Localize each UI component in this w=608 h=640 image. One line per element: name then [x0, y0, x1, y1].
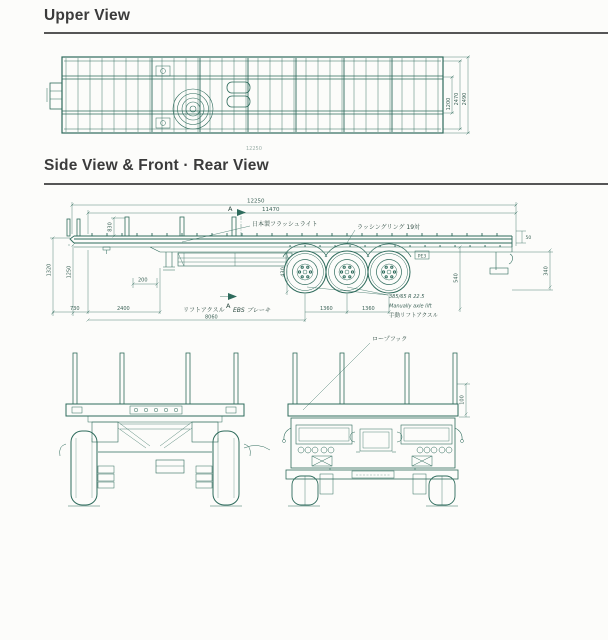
- heavy-cross-members: [152, 58, 392, 132]
- dim-label-2400: 2400: [117, 306, 130, 312]
- dim-label-430: 430: [280, 267, 287, 277]
- marking-plate-text: PE3: [417, 254, 427, 260]
- section-arrow-top: [237, 209, 246, 216]
- section-a-bottom-label: A: [226, 302, 231, 310]
- upper-view-title: Upper View: [44, 7, 131, 24]
- dim-label-1360-a: 1360: [320, 306, 333, 312]
- kingpin-bracket: [47, 83, 62, 109]
- dim-label-2490: 2490: [462, 92, 468, 106]
- dim-label-540: 540: [453, 273, 460, 283]
- side-wheels: [280, 244, 411, 293]
- dim-label-8060: 8060: [205, 314, 218, 321]
- front-deck-beam: [66, 404, 244, 416]
- label-manual-lift-en: Manually axle lift: [389, 303, 432, 310]
- rear-braces: [312, 456, 432, 466]
- deck-edge-lines: [64, 61, 441, 129]
- side-guard: [178, 253, 292, 266]
- label-ebs-brake: EBS ブレーキ: [233, 307, 271, 314]
- chassis-outline: [62, 57, 443, 133]
- rear-deck-beam: [288, 404, 458, 416]
- axle-cutouts: [227, 82, 250, 107]
- label-manual-lift-ja: 手動リフトアクスル: [389, 313, 439, 319]
- rear-side-arms: [284, 428, 462, 440]
- flash-light-leader: [182, 226, 250, 242]
- dim-label-200: 200: [138, 277, 148, 284]
- dim-label-830: 830: [107, 222, 114, 232]
- wheel-3: [368, 251, 410, 293]
- front-stakes: [73, 353, 238, 404]
- section-arrow-bottom: [228, 293, 237, 300]
- cross-members: [66, 58, 438, 132]
- dim-label-1250: 1250: [66, 265, 73, 279]
- dim-label-100: 100: [459, 395, 466, 405]
- dim-label-2470: 2470: [454, 92, 460, 106]
- wheel-1: [284, 251, 326, 293]
- section-marker-top: [228, 205, 246, 236]
- upper-view-drawing: [47, 56, 470, 153]
- dim-label-total-length: 12250: [247, 198, 265, 205]
- label-rope-hook: ロープフック: [372, 336, 408, 343]
- lashing-ring-leader: [347, 230, 355, 243]
- rear-bumper: [286, 468, 458, 479]
- dim-label-1200: 1200: [446, 97, 452, 111]
- front-hubs: [98, 466, 212, 488]
- wheel-2: [326, 251, 368, 293]
- front-brackets: [60, 444, 270, 456]
- side-view-drawing: [47, 199, 554, 323]
- label-lashing-ring: ラッシングリング 19対: [357, 224, 421, 231]
- front-view-drawing: [60, 353, 270, 506]
- rear-stakes: [293, 353, 457, 404]
- dim-label-340: 340: [543, 266, 550, 276]
- dim-label-1320: 1320: [46, 263, 53, 277]
- rear-underrun: [490, 252, 513, 274]
- rear-view-drawing: [283, 336, 471, 506]
- dim-label-730: 730: [70, 306, 80, 312]
- rope-hook-leader: [303, 343, 370, 410]
- section-a-top-label: A: [228, 205, 233, 213]
- front-suspension: [88, 416, 222, 473]
- landing-gear: [163, 252, 175, 270]
- dim-label-1360-b: 1360: [362, 306, 375, 312]
- deck: [70, 233, 512, 247]
- label-lift-axle: リフトアクスル: [183, 307, 225, 314]
- dim-label-length-faint: 12250: [246, 146, 262, 152]
- frame-detail-boxes: [156, 66, 170, 128]
- turntable-circles: [173, 89, 213, 129]
- main-rails: [62, 76, 443, 114]
- label-tire-size: 385/65 R 22.5: [389, 294, 425, 300]
- label-flash-light: 日本製フラッシュライト: [252, 221, 318, 228]
- side-view-title: Side View & Front · Rear View: [44, 157, 269, 174]
- dim-label-50: 50: [525, 236, 532, 241]
- dim-label-inner-length: 11470: [262, 207, 280, 213]
- rear-panel: [291, 418, 455, 468]
